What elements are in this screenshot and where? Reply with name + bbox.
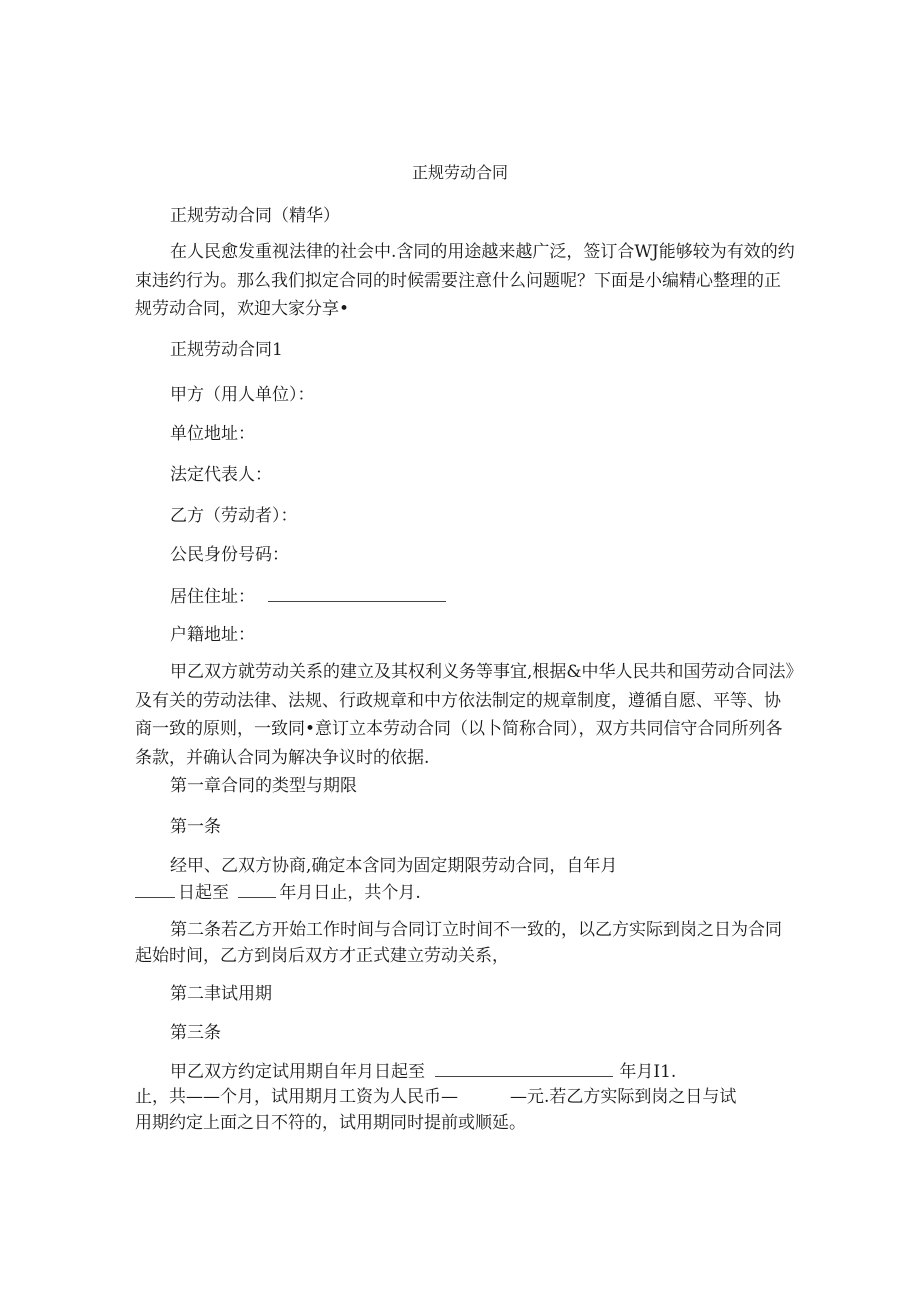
field-residence [170, 586, 446, 607]
intro-line: 规劳动合同，欢迎大家分享• [135, 299, 350, 319]
article-1-line [135, 882, 421, 903]
field-residence-label: 居住住址： [170, 587, 255, 607]
field-id-number: 公民身份号码： [170, 545, 289, 565]
field-party-a: 甲方（用人单位）： [170, 385, 315, 405]
article-2-line: 起始时间，乙方到岗后双方才正式建立劳动关系， [135, 946, 509, 966]
intro-line: 在人民愈发重视法律的社会中.含同的用途越来越广泛，签订合WJ能够较为有效的约 [170, 242, 795, 262]
article-3-text-b: 年月I1. [619, 1062, 677, 1082]
document-title: 正规劳动合同 [411, 163, 508, 182]
article-3-line [135, 1087, 736, 1107]
preamble-line: 条款，并确认合同为解决争议时的依据. [135, 748, 430, 768]
contract-heading: 正规劳动合同1 [170, 340, 283, 360]
article-3-text-a: 甲乙双方约定试用期自年月日起至 [170, 1062, 425, 1082]
article-1-heading: 第一条 [170, 817, 221, 837]
article-3-heading: 第三条 [170, 1023, 221, 1043]
article-3-line: 用期约定上面之日不符的，试用期同时提前或顺延。 [135, 1113, 526, 1133]
article-2-line: 第二条若乙方开始工作时间与合同订立时间不一致的，以乙方实际到岗之日为合同 [170, 920, 782, 940]
preamble-line: 商一致的原则，一致同•意订立本劳动合同（以卜简称合同），双方共同信守合同所列各 [135, 719, 783, 739]
article-1-line: 经甲、乙双方协商,确定本含同为固定期限劳动合同，自年月 [170, 856, 618, 876]
residence-blank-line [268, 586, 446, 602]
chapter-1-heading: 第一章合同的类型与期限 [170, 776, 357, 796]
date-blank-line [238, 882, 276, 898]
article-3-line [170, 1061, 676, 1082]
field-household: 户籍地址： [170, 625, 255, 645]
field-party-b: 乙方（劳动者）： [170, 506, 298, 526]
date-blank-line [435, 1061, 613, 1077]
chapter-2-heading: 第二聿试用期 [170, 984, 272, 1004]
field-unit-address: 单位地址： [170, 424, 255, 444]
field-legal-rep: 法定代表人： [170, 465, 272, 485]
preamble-line: 及有关的劳动法律、法规、行政规章和中方依法制定的规章制度，遵循自愿、平等、协 [135, 691, 781, 711]
intro-line: 束违约行为。那么我们拟定合同的时候需要注意什么问题呢？下面是小编精心整理的正 [135, 271, 781, 291]
preamble-line: 甲乙双方就劳动关系的建立及其权利义务等事宜,根据&中华人民共和国劳动合同法》 [170, 662, 803, 682]
article-3-text-d: —元.若乙方实际到岗之日与试 [510, 1087, 737, 1107]
article-1-text-a: 日起至 [178, 883, 229, 903]
article-3-text-c: 止，共——个月，试用期月工资为人民币— [135, 1087, 458, 1107]
article-1-text-b: 年月日止，共个月. [279, 883, 421, 903]
document-subtitle: 正规劳动合同（精华） [170, 206, 340, 226]
date-blank-line [135, 882, 175, 898]
